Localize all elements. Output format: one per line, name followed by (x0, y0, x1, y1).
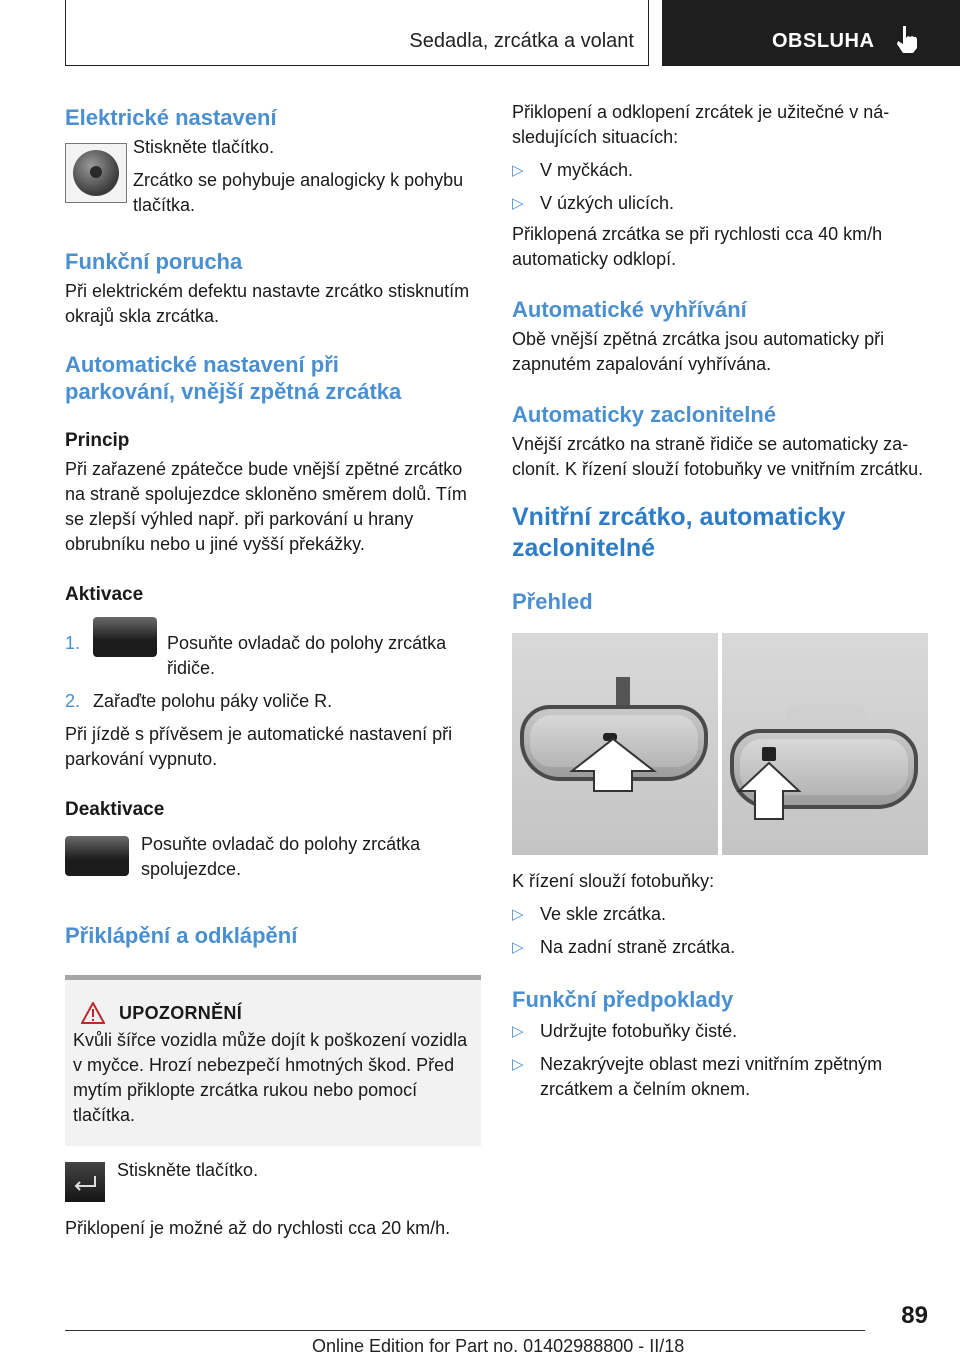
header-chapter-box (662, 0, 960, 66)
step-number: 2. (65, 691, 81, 711)
mirror-fold-button-icon (65, 1162, 105, 1202)
page-number: 89 (901, 1302, 928, 1329)
heading-deactivation: Deaktivace (65, 799, 165, 820)
fold-auto-unfold: Přiklopená zrcátka se při rychlosti cca 40 km/h automaticky odklopí. (512, 224, 883, 269)
header-section-box (65, 0, 649, 66)
fold-bullet-2-text: V úzkých ulicích. (540, 193, 675, 213)
activation-step-2-text: Zařaďte polohu páky voliče R. (93, 691, 333, 711)
heading-auto-dim: Automaticky zaclonitelné (512, 402, 777, 427)
pointing-hand-icon (894, 24, 920, 54)
step-number: 1. (65, 633, 81, 653)
heating-text: Obě vnější zpětná zrcátka jsou automaticky při zapnutém zapalování vyhřívána. (512, 329, 885, 374)
photo-bullet-1 (512, 902, 930, 927)
bullet-icon: ▷ (512, 162, 524, 179)
activation-step-2 (65, 689, 481, 714)
heading-inner-mirror: Vnitřní zrcátko, automaticky zaclonitelné (512, 503, 846, 562)
photo-bullet-2 (512, 935, 930, 960)
warning-text: Kvůli šířce vozidla může dojít k poškození vozidla v myčce. Hrozí nebezpečí hmotných škod. Před mytím přiklopte zrcátka rukou nebo pomocí tlačítka. (73, 1030, 468, 1125)
photo-bullet-2-text: Na zadní straně zrcátka. (540, 937, 736, 957)
header-chapter-title: OBSLUHA (772, 30, 875, 52)
photo-bullet-1-text: Ve skle zrcátka. (540, 904, 667, 924)
electric-text-2: Zrcátko se pohybuje analogicky k pohybu tlačítka. (133, 170, 464, 215)
heading-auto-park: Automatické nastavení při parkování, vnější zpětná zrcátka (65, 352, 402, 404)
activation-note: Při jízdě s přívěsem je automatické nastavení při parkování vypnuto. (65, 724, 453, 769)
mirror-joystick-icon (65, 143, 127, 203)
mirror-front-photo (512, 633, 718, 855)
bullet-icon: ▷ (512, 1023, 524, 1040)
req-bullet-1-text: Udržujte fotobuňky čisté. (540, 1021, 738, 1041)
bullet-icon: ▷ (512, 1056, 524, 1073)
arrow-up-icon (568, 737, 658, 793)
req-bullet-2 (512, 1052, 930, 1102)
bullet-icon: ▷ (512, 906, 524, 923)
mirror-back-photo (722, 633, 928, 855)
fold-button-text: Stiskněte tlačítko. (117, 1160, 259, 1180)
heading-principle: Princip (65, 430, 130, 451)
heading-activation: Aktivace (65, 584, 144, 605)
fold-intro: Přiklopení a odklopení zrcátek je užitečné v následujících situacích: (512, 102, 890, 147)
heading-overview: Přehled (512, 589, 593, 614)
heading-requirements: Funkční předpoklady (512, 987, 734, 1012)
heading-fault: Funkční porucha (65, 249, 243, 274)
fault-text: Při elektrickém defektu nastavte zrcátko stisknutím okrajů skla zrcátka. (65, 281, 470, 326)
fold-bullet-2 (512, 191, 930, 216)
mirror-switch-icon (65, 836, 129, 876)
footer-divider (65, 1330, 865, 1331)
electric-text-1: Stiskněte tlačítko. (133, 137, 275, 157)
fold-bullet-1 (512, 158, 930, 183)
heading-fold: Přiklápění a odklápění (65, 923, 298, 948)
warning-title: UPOZORNĚNÍ (119, 1002, 243, 1023)
electric-block (65, 137, 481, 218)
right-column (512, 100, 930, 1102)
deactivation-text: Posuňte ovladač do polohy zrcátka spolujezdce. (141, 834, 421, 879)
warning-triangle-icon (81, 1002, 105, 1024)
arrow-up-icon (736, 761, 802, 821)
bullet-icon: ▷ (512, 939, 524, 956)
bullet-icon: ▷ (512, 195, 524, 212)
footer-edition: Online Edition for Part no. 01402988800 - II/18 (312, 1336, 685, 1356)
photo-caption: K řízení slouží fotobuňky: (512, 871, 715, 891)
req-bullet-1 (512, 1019, 930, 1044)
left-column (65, 100, 481, 1241)
activation-step-1 (65, 617, 481, 681)
deactivation-block (65, 832, 481, 882)
principle-text: Při zařazené zpátečce bude vnější zpětné zrcátko na straně spolujezdce skloněno směrem dolů. Tím se zlepší výhled např. při parkování u hrany obrubníku nebo u jiné vyšší překážky. (65, 459, 467, 554)
req-bullet-2-text: Nezakrývejte oblast mezi vnitřním zpětným zrcátkem a čelním oknem. (540, 1054, 883, 1099)
fold-button-block (65, 1162, 481, 1202)
mirror-switch-icon (93, 617, 157, 657)
heading-electric: Elektrické nastavení (65, 105, 277, 130)
fold-speed-text: Přiklopení je možné až do rychlosti cca 20 km/h. (65, 1218, 451, 1238)
header-section-title: Sedadla, zrcátka a volant (409, 30, 634, 52)
inner-mirror-photo (512, 633, 928, 855)
auto-dim-text: Vnější zrcátko na straně řidiče se automaticky zaclonít. K řízení slouží fotobuňky ve vnitřním zrcátku. (512, 434, 924, 479)
warning-box (65, 975, 481, 1146)
fold-bullet-1-text: V myčkách. (540, 160, 634, 180)
heading-heating: Automatické vyhřívání (512, 297, 747, 322)
activation-step-1-text: Posuňte ovladač do polohy zrcátka řidiče. (167, 633, 447, 678)
